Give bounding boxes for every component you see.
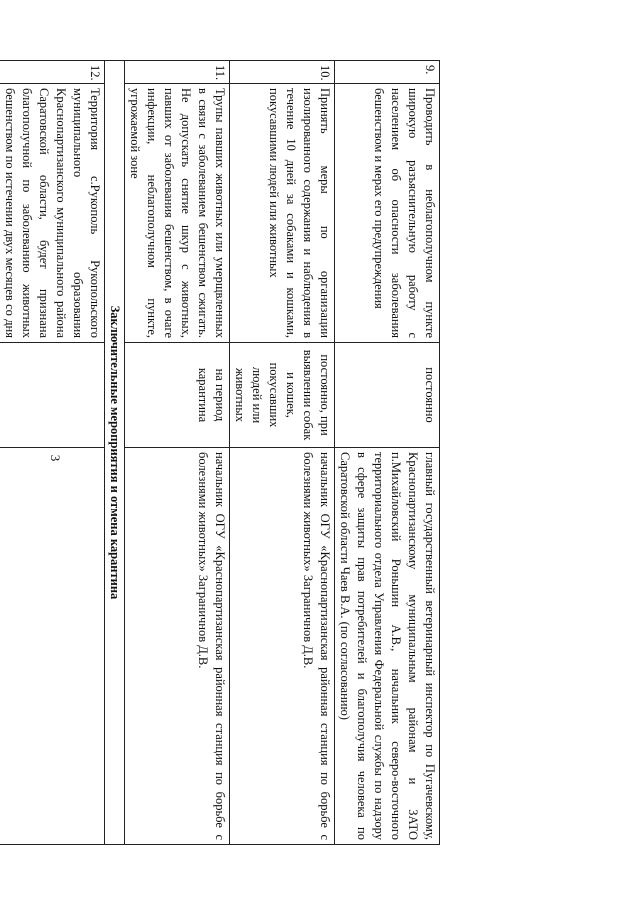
term-cell: постоянно [335,343,440,448]
term-cell [0,343,105,448]
table-row [0,61,105,845]
term-cell: постоянно, при выявлении собак и кошек, покусавших людей или животных [230,343,335,448]
row-number: 9. [335,61,440,84]
responsible-cell: начальник ОГУ «Краснопартизанская районная станция по борьбе с болезнями животных» Заграничнов Д.В. [125,448,230,845]
row-number: 10. [230,61,335,84]
term-cell: на период карантина [125,343,230,448]
action-cell: Проводить в неблагополучном пункте широкую разъяснительную работу с населением об опасности заболевания бешенством и мерах его предупреждения [335,84,440,343]
table-row [230,61,335,845]
measures-table [0,60,440,845]
responsible-cell: главный государственный ветеринарный инспектор по Пугачевскому, Краснопартизанскому муниципальным районам и ЗАТО п.Михайловский Роньшин А.В., начальник северо-восточного территориального отдела Управления Федеральной службы по надзору в сфере защиты прав потребителей и благополучия человека по Саратовской области Чаев В.А. (по согласованию) [335,448,440,845]
section-title: Заключительные мероприятия и отмена карантина [105,61,125,845]
responsible-cell: начальник ОГУ «Краснопартизанская районная станция по борьбе с болезнями животных» Заграничнов Д.В. [230,448,335,845]
action-cell: Принять меры по организации изолированного содержания и наблюдения в течение 10 дней за собаками и кошками, покусавшими людей или животных [230,84,335,343]
table-row [125,61,230,845]
action-cell: Территория с.Рукополь Рукопольского муниципального образования Краснопартизанского муниципального района Саратовской области, будет признана благополучной по заболеванию животных бешенством по истечении двух месяцев со дня [0,84,105,343]
action-cell: Трупы павших животных или умерщвленных в связи с заболеванием бешенством сжигать. Не допускать снятие шкур с животных, павших от заболевания бешенством, в очаге инфекции, неблагополучном пункте, угрожаемой зоне [125,84,230,343]
page-number: 3 [48,454,63,462]
rotated-table-container [3,60,440,845]
responsible-cell [0,448,105,845]
table-row [335,61,440,845]
section-row [105,61,125,845]
row-number: 12. [0,61,105,84]
row-number: 11. [125,61,230,84]
